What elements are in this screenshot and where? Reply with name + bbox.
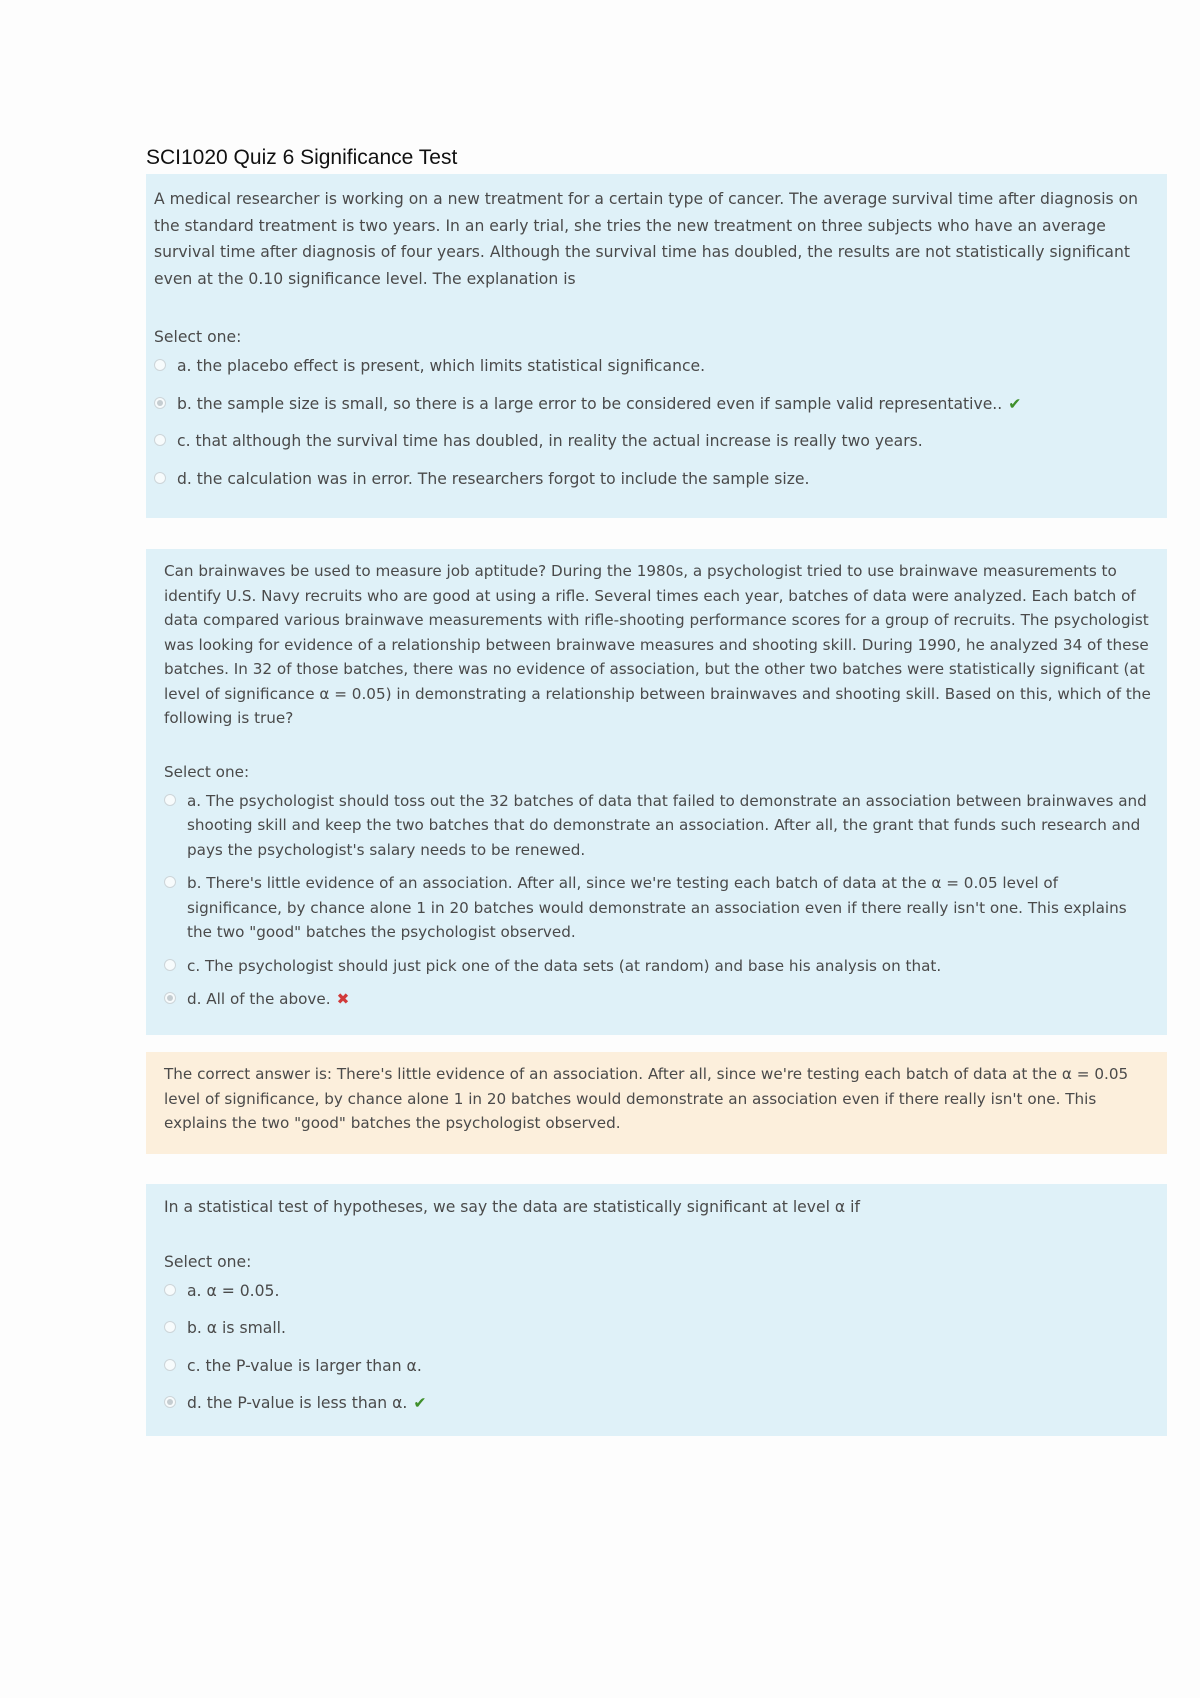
question-1-option-a[interactable] [154, 354, 1151, 379]
radio-button[interactable] [154, 434, 166, 446]
option-label: c. that although the survival time has doubled, in reality the actual increase is really two years. [177, 432, 923, 450]
question-3-option-a[interactable] [164, 1279, 1151, 1304]
question-1-select-label: Select one: [154, 328, 242, 346]
question-2-option-b[interactable] [164, 871, 1155, 945]
checkmark-icon: ✔ [413, 1394, 427, 1412]
correct-answer-feedback [146, 1052, 1167, 1154]
option-label: b. α is small. [187, 1319, 286, 1337]
question-1 [146, 174, 1167, 518]
question-2-select-label: Select one: [164, 762, 250, 781]
question-1-text: A medical researcher is working on a new treatment for a certain type of cancer. The average survival time after diagnosis on the standard treatment is two years. In an early trial, she tries the new treatment on three subjects who have an average survival time after diagnosis of four years. Although the survival time has doubled, the results are not statistically significant even at the 0.10 significance level. The explanation is [154, 190, 1139, 288]
radio-button[interactable] [154, 359, 166, 371]
option-label: a. α = 0.05. [187, 1281, 280, 1300]
option-label: a. the placebo effect is present, which limits statistical significance. [177, 357, 706, 375]
document-title: SCI1020 Quiz 6 Significance Test [146, 146, 458, 169]
option-label: b. There's little evidence of an association. After all, since we're testing each batch of data at the α = 0.05 level of significance, by chance alone 1 in 20 batches would demonstrate an association even if there really isn't one. This explains the two "good" batches the psychologist observed. [187, 874, 1127, 941]
option-label: d. the P-value is less than α. [187, 1394, 408, 1412]
cross-icon: ✖ [336, 990, 350, 1008]
option-label: c. the P-value is larger than α. [187, 1356, 422, 1375]
radio-button[interactable] [164, 876, 176, 888]
radio-button[interactable] [164, 1321, 176, 1333]
radio-button[interactable] [164, 1284, 176, 1296]
option-label: d. the calculation was in error. The researchers forgot to include the sample size. [177, 469, 810, 488]
correct-answer-text: The correct answer is: There's little evidence of an association. After all, since we're testing each batch of data at the α = 0.05 level of significance, by chance alone 1 in 20 batches would demonstrate an association even if there really isn't one. This explains the two "good" batches the psychologist observed. [164, 1065, 1129, 1132]
question-3-option-b[interactable] [164, 1316, 1151, 1341]
radio-button[interactable] [164, 1359, 176, 1371]
question-2-option-a[interactable] [164, 789, 1155, 863]
question-2-text: Can brainwaves be used to measure job aptitude? During the 1980s, a psychologist tried to use brainwave measurements to identify U.S. Navy recruits who are good at using a rifle. Several times each year, batches of data were analyzed. Each batch of data compared various brainwave measurements with rifle-shooting performance scores for a group of recruits. The psychologist was looking for evidence of a relationship between brainwave measures and shooting skill. During 1990, he analyzed 34 of these batches. In 32 of those batches, there was no evidence of association, but the other two batches were statistically significant (at level of significance α = 0.05) in demonstrating a relationship between brainwaves and shooting skill. Based on this, which of the following is true? [164, 562, 1151, 727]
radio-button-selected[interactable] [164, 1396, 176, 1408]
question-3-option-c[interactable] [164, 1354, 1151, 1379]
option-label: a. The psychologist should toss out the 32 batches of data that failed to demonstrate an association between brainwaves and shooting skill and keep the two batches that do demonstrate an association. After all, the grant that funds such research and pays the psychologist's salary needs to be renewed. [187, 791, 1147, 859]
checkmark-icon: ✔ [1008, 394, 1022, 413]
question-2-option-d[interactable] [164, 987, 1155, 1012]
question-3-select-label: Select one: [164, 1252, 252, 1271]
option-label: c. The psychologist should just pick one of the data sets (at random) and base his analysis on that. [187, 956, 942, 975]
question-1-option-b[interactable] [154, 392, 1151, 417]
option-label: d. All of the above. [187, 990, 331, 1008]
question-1-option-c[interactable] [154, 429, 1151, 454]
question-2 [146, 549, 1167, 1035]
radio-button-selected[interactable] [154, 397, 166, 409]
question-3-text: In a statistical test of hypotheses, we say the data are statistically significant at level α if [164, 1198, 860, 1216]
question-3 [146, 1184, 1167, 1436]
radio-button[interactable] [154, 472, 166, 484]
option-label: b. the sample size is small, so there is a large error to be considered even if sample valid representative.. [177, 394, 1003, 413]
question-1-option-d[interactable] [154, 467, 1151, 492]
radio-button[interactable] [164, 959, 176, 971]
question-2-option-c[interactable] [164, 954, 1155, 979]
radio-button-selected[interactable] [164, 992, 176, 1004]
question-3-option-d[interactable] [164, 1391, 1151, 1416]
radio-button[interactable] [164, 794, 176, 806]
